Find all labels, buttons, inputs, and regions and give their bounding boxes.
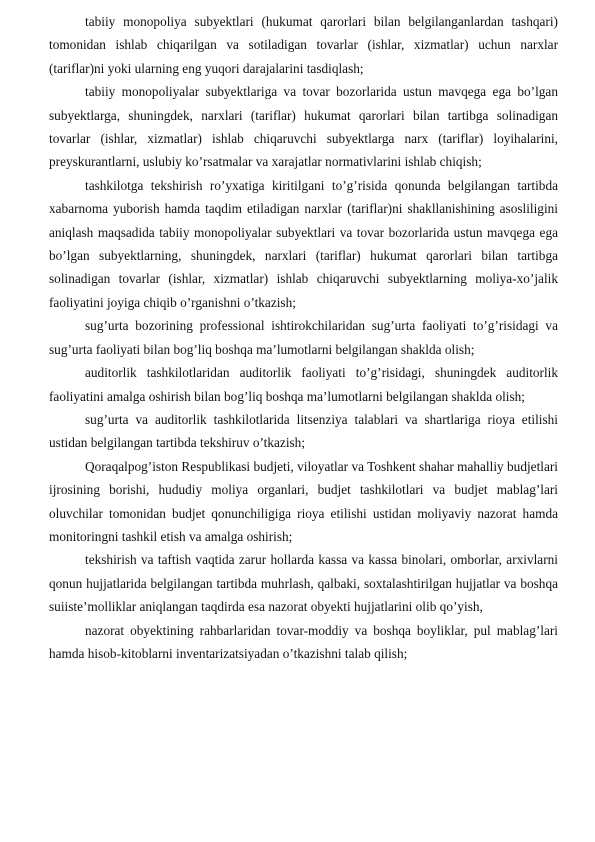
paragraph-price-approval: tabiiy monopoliya subyektlari (hukumat qarorlari bilan belgilanganlardan tashqari) tomonidan ishlab chiqarilgan va sotiladigan tovarlar (ishlar, xizmatlar) uchun narxlar (tariflar)ni yoki ularning eng yuqori darajalarini tasdiqlash; (49, 14, 558, 76)
paragraph-budget-control: Qoraqalpog’iston Respublikasi budjeti, viloyatlar va Toshkent shahar mahalliy budjetlari ijrosining borishi, hududiy moliya organlari, budjet tashkilotlari va budjet mablag’lari oluvchilar tomonidan budjet qonunchiligiga rioya etilishi ustidan moliyaviy nazorat hamda monitoringni tashkil etish va amalga oshirish; (49, 458, 558, 544)
paragraph-sealing-seizure: tekshirish va taftish vaqtida zarur hollarda kassa va kassa binolari, omborlar, arxivlarni qonun hujjatlarida belgilangan tartibda muhrlash, qalbaki, soxtalashtirilgan hujjatlar va boshqa suiiste’molliklar aniqlangan taqdirda esa nazorat obyekti hujjatlarini olib qo’yish, (49, 552, 558, 615)
paragraph-insurance-data: sug’urta bozorining professional ishtirokchilaridan sug’urta faoliyati to’g’risidagi va sug’urta faoliyati bilan bog’liq boshqa ma’lumotlarni belgilangan shaklda olish; (49, 318, 558, 357)
paragraph-inventory-demand: nazorat obyektining rahbarlaridan tovar-moddiy va boshqa boyliklar, pul mablag’lari hamda hisob-kitoblarni inventarizatsiyadan o’tkazishni talab qilish; (49, 622, 558, 661)
paragraph-license-inspection: sug’urta va auditorlik tashkilotlarida litsenziya talablari va shartlariga rioya etilishi ustidan belgilangan tartibda tekshiruv o’tkazish; (49, 411, 558, 451)
paragraph-audit-data: auditorlik tashkilotlaridan auditorlik faoliyati to’g’risidagi, shuningdek auditorlik faoliyatini amalga oshirish bilan bog’liq boshqa ma’lumotlarni belgilangan shaklda olish; (49, 365, 558, 404)
document-body (49, 10, 558, 665)
paragraph-price-projects: tabiiy monopoliyalar subyektlariga va tovar bozorlarida ustun mavqega ega bo’lgan subyektlarga, shuningdek, narxlari (tariflar) hukumat qarorlari bilan tartibga solinadigan tovarlar (ishlar, xizmatlar) ishlab chiqaruvchi subyektlarga narx (tariflar) loyihalarini, preyskurantlarni, uslubiy ko’rsatmalar va xarajatlar normativlarini ishlab chiqish; (49, 84, 558, 170)
paragraph-inspection-notice: tashkilotga tekshirish ro’yxatiga kiritilgani to’g’risida qonunda belgilangan tartibda xabarnoma yuborish hamda taqdim etiladigan narxlar (tariflar)ni shakllanishining asosliligini aniqlash maqsadida tabiiy monopoliyalar subyektlari va tovar bozorlarida ustun mavqega ega bo’lgan subyektlarning, shuningdek, narxlari (tariflar) hukumat qarorlari bilan tartibga solinadigan tovarlar (ishlar, xizmatlar) ishlab chiqaruvchi subyektlarning moliya-xo’jalik faoliyatini joyiga chiqib o’rganishni o’tkazish; (49, 177, 558, 310)
